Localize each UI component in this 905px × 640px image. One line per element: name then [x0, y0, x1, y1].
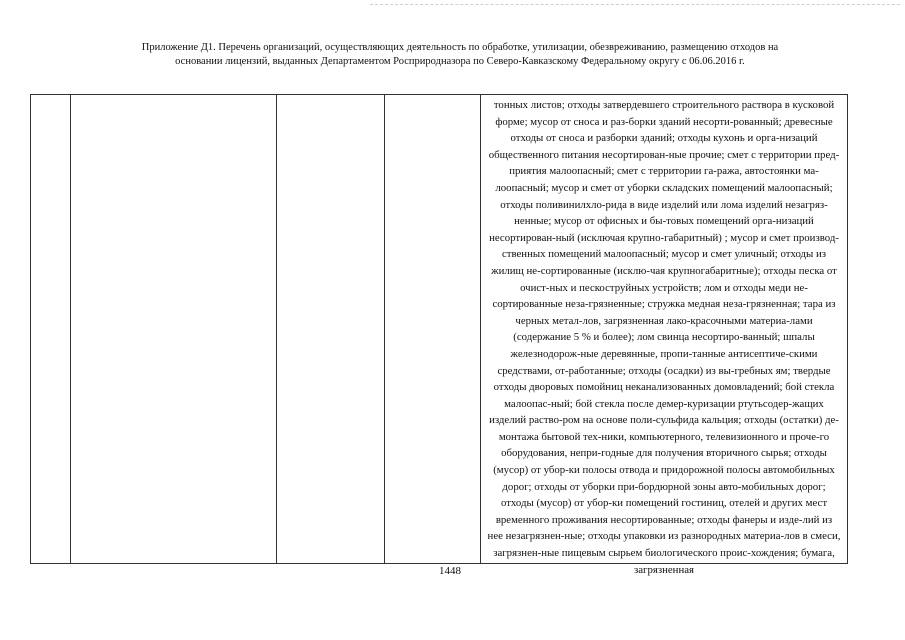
waste-types-text: тонных листов; отходы затвердевшего строительного раствора в кусковой форме; мусор от сноса и раз-борки зданий несорти-рованный; древесные отходы от сноса и разборки зданий; отходы кухонь и орга-низаций общественного питания несортирован-ные прочие; смет с территории пред-приятия малоопасный; смет с территории га-ража, автостоянки ма-лоопасный; мусор и смет от уборки складских помещений малоопасный; отходы поливинилхло-рида в виде изделий или лома изделий незагряз-ненные; мусор от офисных и бы-товых помещений орга-низаций несортирован-ный (исключая крупно-габаритный) ; мусор и смет производ-ственных помещений малоопасный; мусор и смет уличный; отходы из жилищ не-сортированные (исклю-чая крупногабаритные); отходы песка от очист-ных и пескоструйных устройств; лом и отходы меди не-сортированные неза-грязненные; стружка медная неза-грязненная; тара из черных метал-лов, загрязненная лако-красочными материа-лами (содержание 5 % и более); лом свинца несортиро-ванный; шпалы железнодорож-ные деревянные, пропи-танные антисептиче-скими средствами, от-работанные; отходы (осадки) из вы-гребных ям; твердые отходы дворовых помойниц неканализованных домовладений; бой стекла малоопас-ный; бой стекла после демер-куризации ртутьсодер-жащих изделий раство-ром на основе поли-сульфида кальция; отходы (остатки) де-монтажа бытовой тех-ники, компьютерного, телевизионного и проче-го оборудования, непри-годные для получения вторичного сырья; отходы (мусор) от убор-ки полосы отвода и придорожной полосы автомобильных дорог; отходы от уборки при-бордюрной зоны авто-мобильных дорог; отходы (мусор) от убор-ки помещений гостиниц, отелей и других мест временного проживания несортированные; отходы фанеры и изде-лий из нее незагрязнен-ные; отходы упаковки из разнородных материа-лов в смеси, загрязнен-ные пищевым сырьем биологического проис-хождения; бумага, загрязненная — [487, 99, 841, 576]
page-number: 1448 — [439, 565, 461, 577]
header-line-2: основании лицензий, выданных Департаментом Росприродназора по Северо-Кавказскому Федеральному округу с 06.06.2016 г. — [175, 56, 745, 67]
table-column-number — [31, 95, 71, 563]
table-column-license — [277, 95, 385, 563]
table-column-organization — [71, 95, 277, 563]
header-line-1: Приложение Д1. Перечень организаций, осуществляющих деятельность по обработке, утилизации, обезвреживанию, размещению отходов на — [141, 42, 779, 53]
scan-artifact-line — [370, 4, 900, 5]
document-header — [60, 41, 860, 69]
table-column-waste-types — [481, 95, 847, 576]
table-column-activity — [385, 95, 481, 563]
